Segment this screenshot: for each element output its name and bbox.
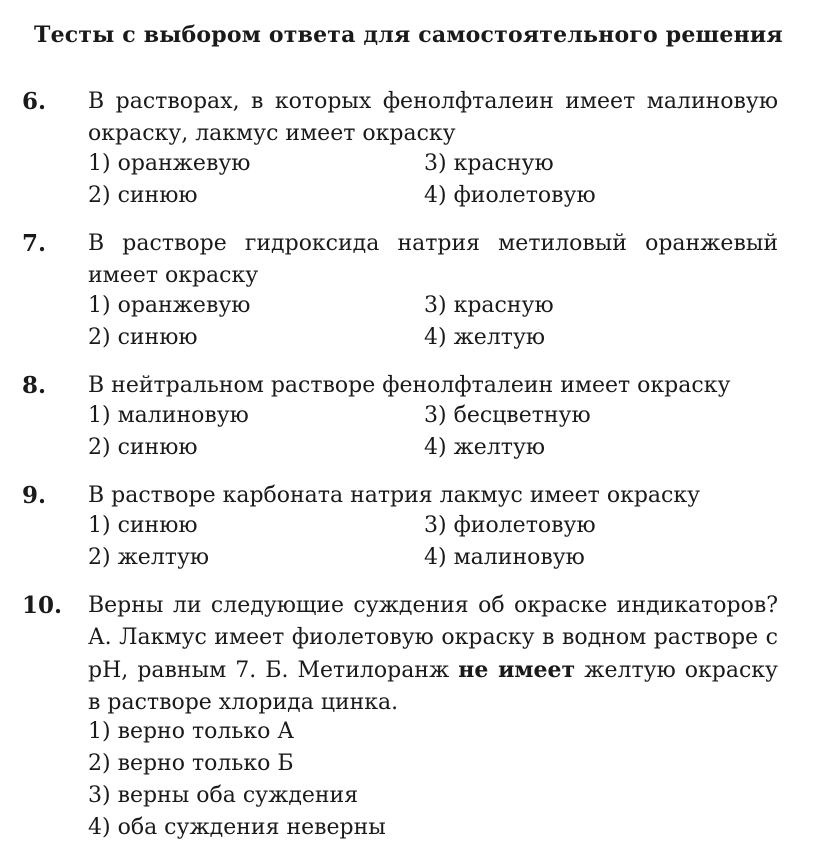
question-text-part: желтую окраску в растворе хлорида цинка.	[88, 658, 778, 715]
option-1[interactable]: 1) оранжевую	[88, 151, 251, 176]
question-number: 9.	[22, 482, 47, 509]
question-number: 6.	[22, 88, 47, 115]
option-3[interactable]: 3) бесцветную	[424, 403, 591, 428]
option-3[interactable]: 3) красную	[424, 151, 554, 176]
option-2[interactable]: 2) синюю	[88, 435, 198, 460]
option-4[interactable]: 4) малиновую	[424, 545, 585, 570]
question-text: В нейтральном растворе фенолфталеин имеет окраску	[88, 373, 731, 398]
question-text-emphasis: не имеет	[458, 657, 576, 683]
option-2[interactable]: 2) синюю	[88, 325, 198, 350]
option-2[interactable]: 2) синюю	[88, 183, 198, 208]
question-text: В растворе карбоната натрия лакмус имеет окраску	[88, 483, 701, 508]
option-2[interactable]: 2) желтую	[88, 545, 210, 570]
question-text-part: Верны ли следующие суждения об окраске индикаторов? А. Лакмус имеет фиолетовую окраску в водном растворе с pH, равным 7. Б. Метилоранж	[88, 593, 778, 683]
option-3[interactable]: 3) верны оба суждения	[88, 783, 359, 808]
option-4[interactable]: 4) желтую	[424, 435, 546, 460]
option-4[interactable]: 4) оба суждения неверны	[88, 815, 386, 840]
option-2[interactable]: 2) верно только Б	[88, 751, 294, 776]
question-text: В растворах, в которых фенолфталеин имеет малиновую окраску, лакмус имеет окраску	[88, 89, 778, 146]
question-text: В растворе гидроксида натрия метиловый оранжевый имеет окраску	[88, 231, 778, 288]
option-1[interactable]: 1) верно только А	[88, 719, 294, 744]
option-4[interactable]: 4) фиолетовую	[424, 183, 596, 208]
question-number: 10.	[22, 592, 63, 619]
option-3[interactable]: 3) красную	[424, 293, 554, 318]
option-1[interactable]: 1) оранжевую	[88, 293, 251, 318]
question-number: 8.	[22, 372, 47, 399]
page-title: Тесты с выбором ответа для самостоятельного решения	[34, 22, 783, 48]
question-text	[88, 590, 778, 719]
question-number: 7.	[22, 230, 47, 257]
option-3[interactable]: 3) фиолетовую	[424, 513, 596, 538]
option-4[interactable]: 4) желтую	[424, 325, 546, 350]
option-1[interactable]: 1) синюю	[88, 513, 198, 538]
option-1[interactable]: 1) малиновую	[88, 403, 249, 428]
